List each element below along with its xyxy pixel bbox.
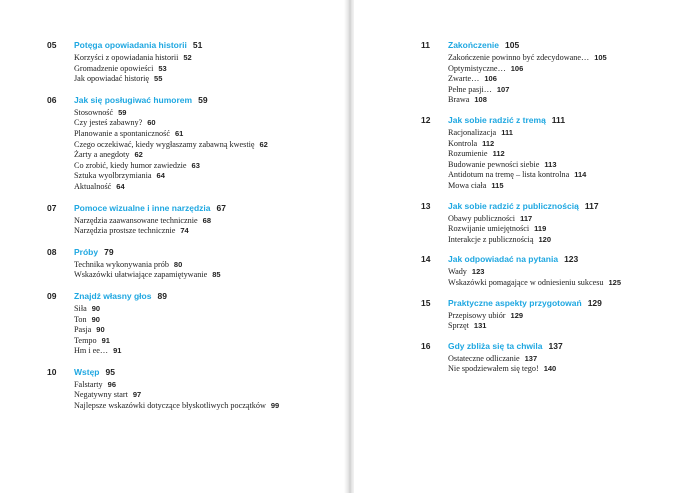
- section-list: [448, 311, 666, 332]
- section-title: Gromadzenie opowieści: [74, 63, 154, 73]
- section-page-number: 62: [259, 139, 268, 149]
- chapter-page-number: 95: [105, 366, 115, 377]
- section-title: Tempo: [74, 335, 97, 345]
- section-title: Antidotum na tremę – lista kontrolna: [448, 170, 570, 180]
- section-page-number: 112: [482, 138, 495, 148]
- section-title: Najlepsze wskazówki dotyczące błyskotliwych początków: [74, 401, 266, 411]
- chapter-number: 15: [421, 297, 431, 308]
- section-list: [74, 53, 297, 85]
- chapter-number: 05: [47, 40, 57, 50]
- chapter-heading[interactable]: [74, 291, 297, 302]
- section-title: Stosowność: [74, 107, 114, 117]
- toc-chapter: [421, 298, 666, 332]
- section-entry[interactable]: [74, 118, 297, 129]
- chapter-number: 08: [47, 246, 57, 257]
- section-page-number: 64: [116, 181, 125, 191]
- section-entry[interactable]: [74, 304, 297, 315]
- section-list: [74, 260, 297, 281]
- section-title: Co zrobić, kiedy humor zawiedzie: [74, 160, 187, 170]
- chapter-page-number: 67: [216, 202, 226, 213]
- section-page-number: 53: [158, 63, 167, 73]
- section-entry[interactable]: [448, 64, 666, 75]
- chapter-number: 11: [421, 40, 430, 50]
- toc-chapter: [47, 367, 297, 412]
- section-entry[interactable]: [74, 161, 297, 172]
- section-page-number: 113: [544, 159, 557, 169]
- section-list: [74, 216, 297, 237]
- chapter-number: 06: [47, 94, 57, 105]
- section-title: Wskazówki pomagające w odniesieniu sukcesu: [448, 277, 604, 287]
- section-entry[interactable]: [74, 150, 297, 161]
- section-page-number: 91: [113, 346, 122, 356]
- section-page-number: 120: [538, 234, 551, 244]
- section-page-number: 90: [91, 303, 101, 313]
- section-entry[interactable]: [448, 149, 666, 160]
- section-page-number: 117: [520, 213, 533, 223]
- section-title: Interakcje z publicznością: [448, 234, 534, 244]
- section-page-number: 52: [183, 53, 192, 62]
- section-page-number: 96: [107, 379, 116, 389]
- section-title: Negatywny start: [74, 390, 128, 400]
- section-title: Aktualność: [74, 181, 112, 191]
- section-title: Rozwijanie umiejętności: [448, 224, 530, 234]
- chapter-number: 16: [421, 340, 431, 351]
- chapter-title[interactable]: Pomoce wizualne i inne narzędzia: [74, 202, 211, 213]
- section-list: [74, 380, 297, 412]
- section-entry[interactable]: [74, 346, 297, 357]
- section-title: Planowanie a spontaniczność: [74, 128, 170, 138]
- chapter-heading[interactable]: [74, 367, 297, 378]
- section-entry[interactable]: [74, 401, 297, 412]
- section-entry[interactable]: [74, 64, 297, 75]
- section-entry[interactable]: [448, 311, 666, 322]
- toc-chapter: [421, 201, 666, 246]
- chapter-heading[interactable]: [448, 40, 666, 51]
- section-entry[interactable]: [448, 235, 666, 246]
- section-entry[interactable]: [448, 170, 666, 181]
- left-toc: [47, 40, 297, 422]
- section-title: Żarty a anegdoty: [74, 150, 130, 160]
- toc-chapter: [47, 40, 297, 85]
- section-entry[interactable]: [74, 315, 297, 326]
- section-page-number: 137: [524, 353, 538, 363]
- chapter-heading[interactable]: [74, 203, 297, 214]
- chapter-title[interactable]: Jak odpowiadać na pytania: [448, 254, 559, 265]
- section-page-number: 90: [96, 325, 105, 335]
- toc-chapter: [47, 291, 297, 357]
- section-page-number: 105: [594, 53, 607, 62]
- chapter-page-number: 59: [198, 94, 208, 105]
- chapter-page-number: 79: [104, 246, 114, 257]
- chapter-title[interactable]: Znajdź własny głos: [74, 290, 152, 301]
- chapter-heading[interactable]: [448, 298, 666, 309]
- section-page-number: 99: [270, 401, 280, 411]
- section-entry[interactable]: [74, 140, 297, 151]
- section-page-number: 74: [180, 226, 189, 236]
- chapter-heading[interactable]: [448, 201, 666, 212]
- section-title: Sprzęt: [448, 321, 469, 331]
- section-title: Siła: [74, 303, 87, 313]
- section-page-number: 64: [156, 171, 165, 181]
- section-list: [448, 128, 666, 192]
- chapter-page-number: 51: [192, 40, 203, 50]
- chapter-page-number: 105: [505, 40, 520, 50]
- section-page-number: 112: [492, 149, 505, 159]
- chapter-page-number: 111: [551, 114, 566, 125]
- chapter-page-number: 89: [157, 290, 167, 301]
- section-page-number: 115: [491, 180, 504, 190]
- section-entry[interactable]: [74, 270, 297, 281]
- section-title: Racjonalizacja: [448, 127, 497, 137]
- section-title: Zwarte…: [448, 74, 480, 84]
- section-entry[interactable]: [74, 171, 297, 182]
- section-title: Czego oczekiwać, kiedy wygłaszamy zabawną kwestię: [74, 139, 255, 149]
- section-entry[interactable]: [74, 380, 297, 391]
- chapter-heading[interactable]: [74, 247, 297, 258]
- section-page-number: 125: [608, 277, 622, 287]
- section-page-number: 119: [534, 224, 547, 234]
- section-title: Ostateczne odliczanie: [448, 353, 520, 363]
- section-title: Sztuka wyolbrzymiania: [74, 171, 152, 181]
- section-entry[interactable]: [74, 53, 297, 64]
- toc-chapter: [421, 254, 666, 288]
- chapter-title[interactable]: Praktyczne aspekty przygotowań: [448, 297, 582, 308]
- section-list: [448, 53, 666, 106]
- section-entry[interactable]: [448, 214, 666, 225]
- section-page-number: 108: [474, 95, 487, 105]
- section-entry[interactable]: [74, 129, 297, 140]
- section-title: Mowa ciała: [448, 180, 487, 190]
- section-entry[interactable]: [448, 128, 666, 139]
- section-title: Pasja: [74, 325, 92, 335]
- section-page-number: 106: [484, 74, 497, 84]
- chapter-page-number: 129: [587, 297, 602, 308]
- section-entry[interactable]: [74, 390, 297, 401]
- section-page-number: 123: [471, 267, 485, 277]
- section-page-number: 131: [473, 321, 487, 331]
- chapter-number: 12: [421, 114, 431, 125]
- section-entry[interactable]: [448, 321, 666, 332]
- section-list: [74, 108, 297, 193]
- chapter-number: 13: [421, 200, 431, 211]
- chapter-title[interactable]: Potęga opowiadania historii: [74, 40, 187, 50]
- section-title: Pełne pasji…: [448, 84, 492, 94]
- chapter-title[interactable]: Wstęp: [74, 366, 100, 377]
- section-entry[interactable]: [448, 267, 666, 278]
- section-title: Brawa: [448, 95, 470, 105]
- chapter-title[interactable]: Próby: [74, 246, 99, 257]
- section-page-number: 85: [212, 270, 221, 280]
- chapter-number: 10: [47, 366, 57, 377]
- chapter-title[interactable]: Jak się posługiwać humorem: [74, 94, 193, 105]
- section-entry[interactable]: [74, 182, 297, 193]
- chapter-heading[interactable]: [448, 115, 666, 126]
- section-page-number: 59: [118, 107, 127, 117]
- toc-chapter: [47, 95, 297, 193]
- section-title: Kontrola: [448, 138, 478, 148]
- section-title: Narzędzia zaawansowane technicznie: [74, 215, 198, 225]
- section-page-number: 90: [91, 314, 100, 324]
- chapter-page-number: 123: [564, 254, 579, 265]
- section-page-number: 60: [147, 118, 156, 128]
- toc-chapter: [421, 40, 666, 106]
- toc-chapter: [421, 115, 666, 192]
- right-toc: [421, 40, 666, 384]
- chapter-page-number: 117: [584, 200, 599, 211]
- chapter-page-number: 137: [548, 340, 563, 351]
- section-entry[interactable]: [448, 278, 666, 289]
- left-page: [0, 0, 346, 493]
- section-title: Przepisowy ubiór: [448, 310, 506, 320]
- section-entry[interactable]: [74, 216, 297, 227]
- section-title: Rozumienie: [448, 149, 488, 159]
- section-entry[interactable]: [448, 95, 666, 106]
- section-entry[interactable]: [74, 336, 297, 347]
- section-title: Zakończenie powinno być zdecydowane…: [448, 53, 590, 62]
- section-page-number: 106: [510, 63, 524, 73]
- section-page-number: 80: [173, 259, 183, 269]
- section-title: Korzyści z opowiadania historii: [74, 53, 179, 62]
- chapter-title[interactable]: Jak sobie radzić z tremą: [448, 114, 546, 125]
- chapter-number: 09: [47, 290, 57, 301]
- section-entry[interactable]: [74, 260, 297, 271]
- section-page-number: 114: [574, 170, 587, 180]
- chapter-title[interactable]: Jak sobie radzić z publicznością: [448, 200, 579, 211]
- section-title: Hm i ee…: [74, 346, 109, 356]
- chapter-heading[interactable]: [74, 95, 297, 106]
- section-title: Budowanie pewności siebie: [448, 159, 540, 169]
- section-title: Narzędzia prostsze technicznie: [74, 226, 176, 236]
- section-entry[interactable]: [74, 108, 297, 119]
- chapter-number: 07: [47, 202, 57, 213]
- section-entry[interactable]: [74, 74, 297, 85]
- chapter-title[interactable]: Gdy zbliża się ta chwila: [448, 340, 543, 351]
- section-page-number: 55: [154, 74, 163, 84]
- toc-chapter: [47, 247, 297, 281]
- section-title: Wady: [448, 267, 467, 277]
- section-list: [74, 304, 297, 357]
- section-title: Ton: [74, 314, 87, 324]
- section-title: Obawy publiczności: [448, 213, 516, 223]
- section-page-number: 129: [510, 310, 524, 320]
- section-page-number: 63: [191, 160, 200, 170]
- section-page-number: 107: [496, 84, 510, 94]
- section-entry[interactable]: [74, 226, 297, 237]
- section-list: [448, 267, 666, 288]
- section-entry[interactable]: [448, 74, 666, 85]
- section-title: Wskazówki ułatwiające zapamiętywanie: [74, 270, 208, 280]
- section-page-number: 140: [543, 364, 557, 374]
- section-page-number: 68: [202, 215, 211, 225]
- section-list: [448, 354, 666, 375]
- section-page-number: 91: [101, 335, 110, 345]
- toc-chapter: [47, 203, 297, 237]
- chapter-title[interactable]: Zakończenie: [448, 40, 500, 50]
- section-page-number: 62: [134, 150, 143, 160]
- section-entry[interactable]: [448, 160, 666, 171]
- toc-chapter: [421, 341, 666, 375]
- section-entry[interactable]: [448, 224, 666, 235]
- section-list: [448, 214, 666, 246]
- chapter-heading[interactable]: [448, 254, 666, 265]
- section-entry[interactable]: [448, 139, 666, 150]
- section-entry[interactable]: [448, 85, 666, 96]
- right-page: [354, 0, 700, 493]
- section-page-number: 111: [501, 127, 513, 137]
- section-title: Optymistyczne…: [448, 63, 506, 73]
- section-title: Jak opowiadać historię: [74, 74, 150, 84]
- chapter-number: 14: [421, 254, 431, 265]
- section-title: Czy jesteś zabawny?: [74, 118, 143, 128]
- chapter-heading[interactable]: [74, 40, 297, 51]
- section-entry[interactable]: [448, 181, 666, 192]
- section-page-number: 97: [132, 390, 142, 400]
- section-title: Nie spodziewałem się tego!: [448, 364, 539, 374]
- section-title: Falstarty: [74, 379, 103, 389]
- section-entry[interactable]: [448, 53, 666, 64]
- section-page-number: 61: [174, 128, 184, 138]
- section-entry[interactable]: [448, 354, 666, 365]
- section-entry[interactable]: [74, 325, 297, 336]
- section-title: Technika wykonywania prób: [74, 259, 169, 269]
- chapter-heading[interactable]: [448, 341, 666, 352]
- section-entry[interactable]: [448, 364, 666, 375]
